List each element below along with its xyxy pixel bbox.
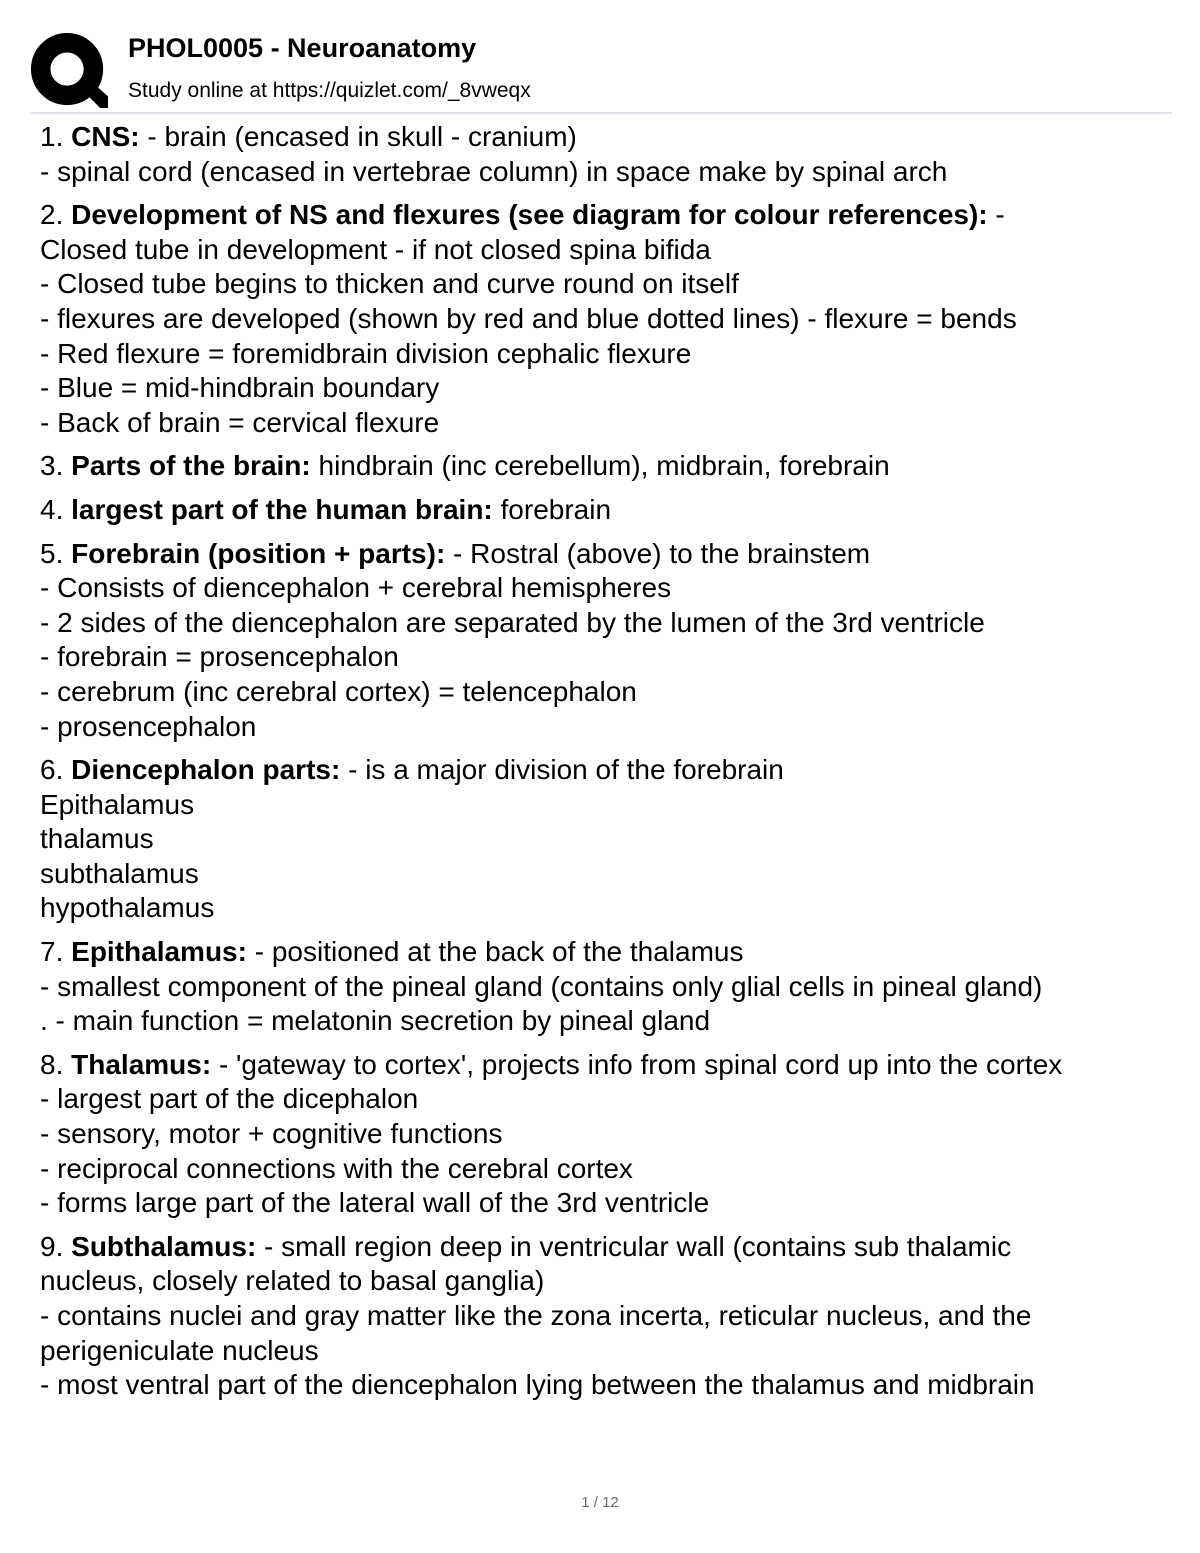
card-definition: - small region deep in ventricular wall (contains sub thalamic: [256, 1230, 1012, 1262]
card-number: 7.: [40, 936, 72, 968]
card-term: CNS:: [71, 121, 140, 152]
card-first-line: [40, 120, 1170, 155]
flashcard-2: [40, 198, 1170, 440]
flashcard-8: [40, 1048, 1170, 1221]
card-definition: - positioned at the back of the thalamus: [246, 936, 744, 968]
card-first-line: [40, 537, 1170, 572]
card-line: - most ventral part of the diencephalon lying between the thalamus and midbrain: [40, 1369, 1035, 1401]
card-number: 8.: [40, 1048, 72, 1080]
card-line: . - main function = melatonin secretion by pineal gland: [40, 1005, 711, 1037]
page-header: [30, 28, 1172, 112]
card-first-line: [40, 1048, 1170, 1083]
card-number: 6.: [40, 754, 72, 786]
card-term: Subthalamus:: [71, 1230, 257, 1262]
card-line: - Consists of diencephalon + cerebral hemispheres: [40, 572, 672, 604]
card-line: - Closed tube begins to thicken and curve round on itself: [40, 268, 739, 300]
card-line: - sensory, motor + cognitive functions: [40, 1118, 503, 1150]
card-definition: hindbrain (inc cerebellum), midbrain, forebrain: [310, 450, 890, 482]
card-term: Thalamus:: [71, 1048, 212, 1080]
card-first-line: [40, 1230, 1170, 1265]
card-line: - forebrain = prosencephalon: [40, 641, 399, 673]
document-title: PHOL0005 - Neuroanatomy: [128, 33, 477, 63]
card-line: - reciprocal connections with the cerebral cortex: [40, 1152, 633, 1184]
flashcard-list: [40, 120, 1170, 1412]
quizlet-logo-icon: [30, 32, 108, 110]
flashcard-9: [40, 1230, 1170, 1403]
card-term: largest part of the human brain:: [71, 493, 493, 525]
card-definition: - 'gateway to cortex', projects info from spinal cord up into the cortex: [211, 1048, 1063, 1080]
flashcard-1: [40, 120, 1170, 189]
card-line: - 2 sides of the diencephalon are separated by the lumen of the 3rd ventricle: [40, 606, 985, 638]
card-line: - contains nuclei and gray matter like the zona incerta, reticular nucleus, and the: [40, 1300, 1032, 1331]
card-line: - Back of brain = cervical flexure: [40, 406, 440, 438]
card-definition: - is a major division of the forebrain: [340, 754, 784, 786]
card-line: - prosencephalon: [40, 710, 257, 742]
flashcard-3: [40, 449, 1170, 484]
card-first-line: [40, 753, 1170, 788]
card-line: perigeniculate nucleus: [40, 1334, 319, 1366]
flashcard-5: [40, 537, 1170, 745]
card-line: Epithalamus: [40, 788, 195, 820]
card-definition: - Rostral (above) to the brainstem: [445, 537, 871, 569]
card-first-line: [40, 935, 1170, 970]
flashcard-7: [40, 935, 1170, 1039]
card-term: Diencephalon parts:: [71, 754, 341, 786]
card-line: - largest part of the dicephalon: [40, 1083, 419, 1115]
card-line: hypothalamus: [40, 892, 215, 924]
page-number: 1 / 12: [581, 1494, 619, 1511]
card-line: - Red flexure = foremidbrain division cephalic flexure: [40, 337, 692, 369]
card-term: Epithalamus:: [71, 936, 247, 968]
card-definition: -: [987, 199, 1005, 231]
card-definition: - brain (encased in skull - cranium): [139, 121, 577, 152]
card-definition: forebrain: [492, 493, 612, 525]
card-first-line: [40, 198, 1170, 233]
card-line: - smallest component of the pineal gland (contains only glial cells in pineal gland): [40, 970, 1043, 1002]
card-number: 4.: [40, 493, 72, 525]
card-line: - forms large part of the lateral wall of the 3rd ventricle: [40, 1187, 710, 1219]
card-line: Closed tube in development - if not closed spina bifida: [40, 233, 711, 265]
card-line: - cerebrum (inc cerebral cortex) = telencephalon: [40, 675, 637, 707]
card-first-line: [40, 449, 1170, 484]
card-number: 3.: [40, 450, 72, 482]
study-online-link[interactable]: Study online at https://quizlet.com/_8vweqx: [128, 79, 531, 102]
card-number: 5.: [40, 537, 72, 569]
card-term: Development of NS and flexures (see diagram for colour references):: [71, 199, 988, 231]
card-term: Forebrain (position + parts):: [71, 537, 446, 569]
header-divider: [30, 112, 1172, 114]
card-number: 1.: [40, 121, 72, 152]
card-line: thalamus: [40, 823, 154, 855]
card-number: 2.: [40, 199, 72, 231]
card-line: - Blue = mid-hindbrain boundary: [40, 372, 440, 404]
flashcard-6: [40, 753, 1170, 926]
card-line: - spinal cord (encased in vertebrae column) in space make by spinal arch: [40, 155, 948, 187]
card-number: 9.: [40, 1230, 72, 1262]
card-line: nucleus, closely related to basal ganglia): [40, 1265, 545, 1297]
card-term: Parts of the brain:: [71, 450, 311, 482]
card-first-line: [40, 493, 1170, 528]
card-line: subthalamus: [40, 857, 199, 889]
flashcard-4: [40, 493, 1170, 528]
card-line: - flexures are developed (shown by red and blue dotted lines) - flexure = bends: [40, 302, 1017, 334]
